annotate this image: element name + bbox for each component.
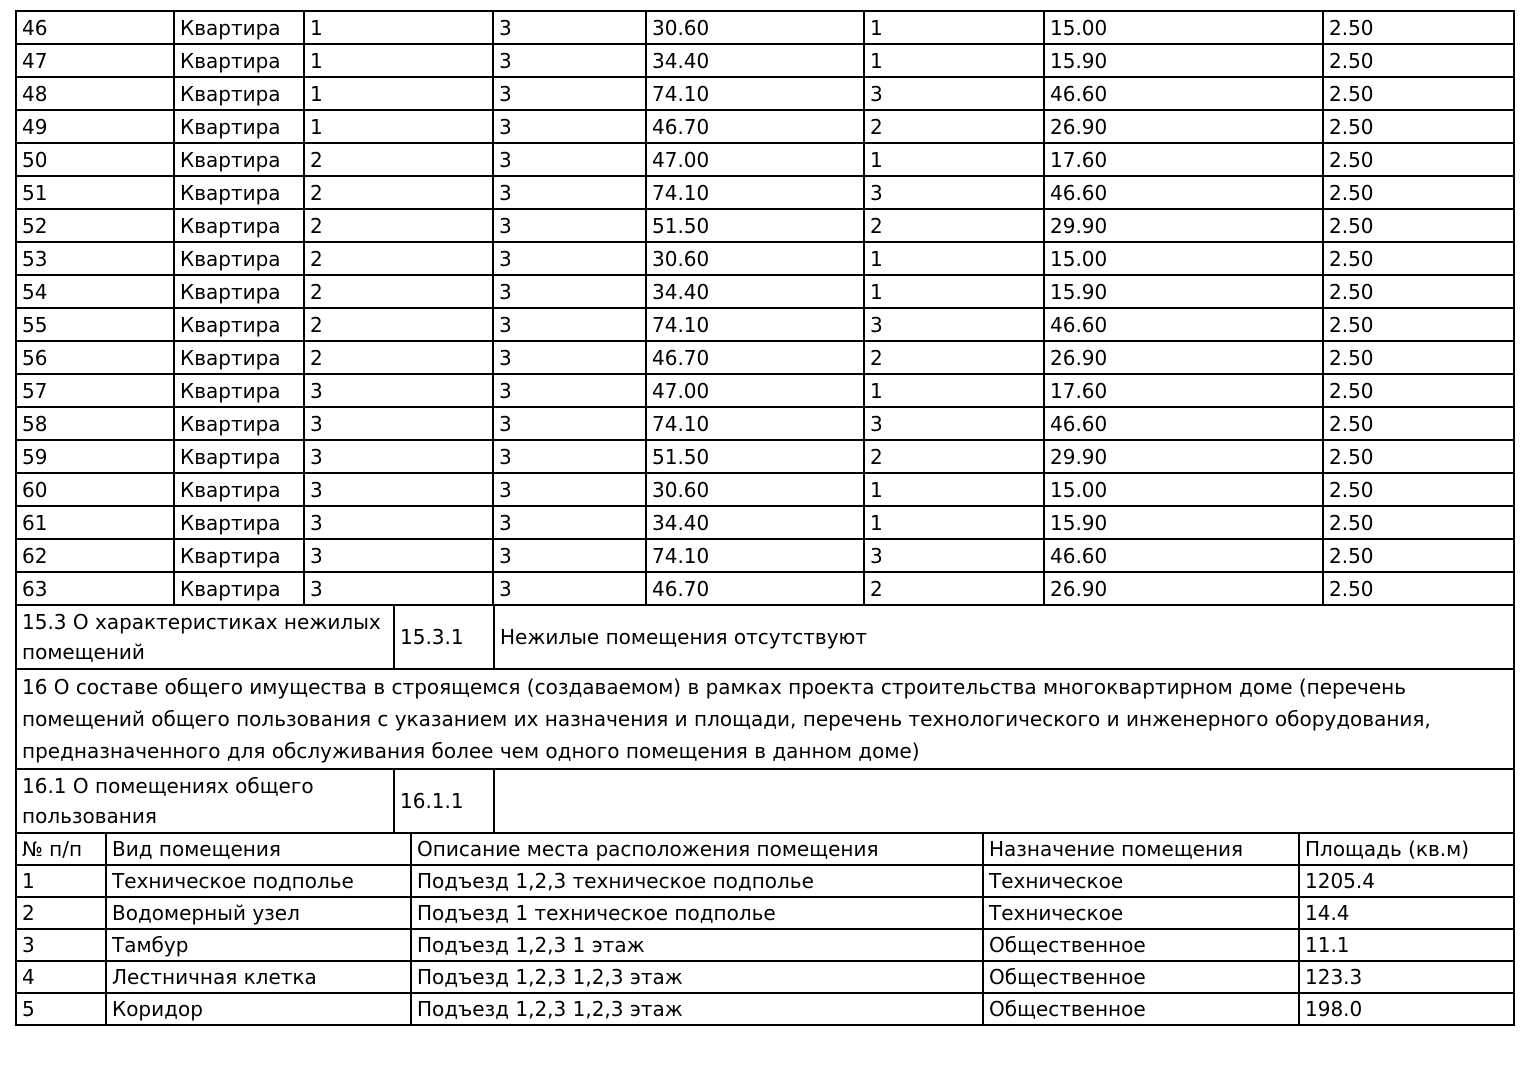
floor-number-cell: 3 bbox=[493, 176, 646, 209]
apartment-row bbox=[16, 407, 1514, 440]
room-kind-cell: Коридор bbox=[106, 993, 411, 1025]
room-kind-cell: Тамбур bbox=[106, 929, 411, 961]
entrance-number-cell: 2 bbox=[304, 341, 493, 374]
rooms-count-cell: 1 bbox=[864, 473, 1044, 506]
section-16-row bbox=[15, 668, 1515, 770]
room-type-cell: Квартира bbox=[174, 572, 304, 605]
ceiling-height-cell: 2.50 bbox=[1323, 539, 1514, 572]
common-rooms-header-row bbox=[16, 833, 1514, 865]
total-area-cell: 30.60 bbox=[646, 473, 864, 506]
section-15-3-code: 15.3.1 bbox=[394, 605, 494, 669]
floor-number-cell: 3 bbox=[493, 473, 646, 506]
room-type-cell: Квартира bbox=[174, 341, 304, 374]
entrance-number-cell: 2 bbox=[304, 209, 493, 242]
floor-number-cell: 3 bbox=[493, 77, 646, 110]
room-type-cell: Квартира bbox=[174, 11, 304, 44]
living-area-cell: 46.60 bbox=[1044, 176, 1323, 209]
floor-number-cell: 3 bbox=[493, 341, 646, 374]
ceiling-height-cell: 2.50 bbox=[1323, 44, 1514, 77]
living-area-cell: 17.60 bbox=[1044, 374, 1323, 407]
living-area-cell: 26.90 bbox=[1044, 572, 1323, 605]
living-area-cell: 26.90 bbox=[1044, 110, 1323, 143]
entrance-number-cell: 1 bbox=[304, 77, 493, 110]
room-type-cell: Квартира bbox=[174, 374, 304, 407]
apartment-row bbox=[16, 110, 1514, 143]
apartment-number-cell: 57 bbox=[16, 374, 174, 407]
room-type-cell: Квартира bbox=[174, 44, 304, 77]
total-area-cell: 46.70 bbox=[646, 341, 864, 374]
section-15-3-value: Нежилые помещения отсутствуют bbox=[494, 605, 1514, 669]
apartment-row bbox=[16, 143, 1514, 176]
room-purpose-cell: Техническое bbox=[983, 865, 1299, 897]
total-area-cell: 30.60 bbox=[646, 11, 864, 44]
room-purpose-cell: Техническое bbox=[983, 897, 1299, 929]
living-area-cell: 15.00 bbox=[1044, 473, 1323, 506]
apartment-number-cell: 62 bbox=[16, 539, 174, 572]
living-area-cell: 46.60 bbox=[1044, 407, 1323, 440]
apartment-number-cell: 54 bbox=[16, 275, 174, 308]
rooms-count-cell: 3 bbox=[864, 539, 1044, 572]
living-area-cell: 46.60 bbox=[1044, 308, 1323, 341]
apartment-row bbox=[16, 341, 1514, 374]
apartment-row bbox=[16, 209, 1514, 242]
total-area-cell: 51.50 bbox=[646, 209, 864, 242]
room-purpose-cell: Общественное bbox=[983, 993, 1299, 1025]
rooms-count-cell: 1 bbox=[864, 242, 1044, 275]
section-15-3-label: 15.3 О характеристиках нежилых помещений bbox=[16, 605, 394, 669]
floor-number-cell: 3 bbox=[493, 440, 646, 473]
living-area-cell: 15.90 bbox=[1044, 275, 1323, 308]
living-area-cell: 46.60 bbox=[1044, 539, 1323, 572]
floor-number-cell: 3 bbox=[493, 407, 646, 440]
rooms-count-cell: 3 bbox=[864, 308, 1044, 341]
living-area-cell: 15.00 bbox=[1044, 11, 1323, 44]
common-room-row bbox=[16, 993, 1514, 1025]
area-cell: 198.0 bbox=[1299, 993, 1514, 1025]
section-16-1 bbox=[16, 769, 1514, 833]
location-description-cell: Подъезд 1 техническое подполье bbox=[411, 897, 983, 929]
rooms-count-cell: 3 bbox=[864, 176, 1044, 209]
entrance-number-cell: 3 bbox=[304, 473, 493, 506]
floor-number-cell: 3 bbox=[493, 44, 646, 77]
apartment-row bbox=[16, 176, 1514, 209]
entrance-number-cell: 2 bbox=[304, 242, 493, 275]
apartment-number-cell: 58 bbox=[16, 407, 174, 440]
living-area-cell: 26.90 bbox=[1044, 341, 1323, 374]
total-area-cell: 74.10 bbox=[646, 539, 864, 572]
common-header-row-number: № п/п bbox=[16, 833, 106, 865]
apartment-number-cell: 50 bbox=[16, 143, 174, 176]
area-cell: 11.1 bbox=[1299, 929, 1514, 961]
section-16-1-row bbox=[15, 768, 1515, 834]
apartment-row bbox=[16, 11, 1514, 44]
apartment-number-cell: 47 bbox=[16, 44, 174, 77]
entrance-number-cell: 3 bbox=[304, 506, 493, 539]
rooms-count-cell: 2 bbox=[864, 440, 1044, 473]
total-area-cell: 74.10 bbox=[646, 176, 864, 209]
rooms-count-cell: 3 bbox=[864, 407, 1044, 440]
ceiling-height-cell: 2.50 bbox=[1323, 572, 1514, 605]
entrance-number-cell: 2 bbox=[304, 275, 493, 308]
ceiling-height-cell: 2.50 bbox=[1323, 407, 1514, 440]
location-description-cell: Подъезд 1,2,3 1,2,3 этаж bbox=[411, 993, 983, 1025]
floor-number-cell: 3 bbox=[493, 110, 646, 143]
common-rooms-table bbox=[15, 832, 1515, 1026]
section-16-1-label: 16.1 О помещениях общего пользования bbox=[16, 769, 394, 833]
section-16-text: 16 О составе общего имущества в строящемся (создаваемом) в рамках проекта строительства многоквартирном доме (перечень помещений общего пользования с указанием их назначения и площади, перечень технологического и инженерного оборудования, предназначенного для обслуживания более чем одного помещения в данном доме) bbox=[16, 669, 1514, 769]
row-number-cell: 2 bbox=[16, 897, 106, 929]
room-type-cell: Квартира bbox=[174, 407, 304, 440]
rooms-count-cell: 2 bbox=[864, 110, 1044, 143]
section-16-1-value bbox=[494, 769, 1514, 833]
rooms-count-cell: 3 bbox=[864, 77, 1044, 110]
room-type-cell: Квартира bbox=[174, 242, 304, 275]
ceiling-height-cell: 2.50 bbox=[1323, 341, 1514, 374]
total-area-cell: 47.00 bbox=[646, 143, 864, 176]
apartment-row bbox=[16, 77, 1514, 110]
apartment-number-cell: 52 bbox=[16, 209, 174, 242]
room-kind-cell: Водомерный узел bbox=[106, 897, 411, 929]
floor-number-cell: 3 bbox=[493, 308, 646, 341]
room-kind-cell: Лестничная клетка bbox=[106, 961, 411, 993]
floor-number-cell: 3 bbox=[493, 539, 646, 572]
area-cell: 14.4 bbox=[1299, 897, 1514, 929]
rooms-count-cell: 1 bbox=[864, 374, 1044, 407]
apartment-row bbox=[16, 242, 1514, 275]
apartment-number-cell: 60 bbox=[16, 473, 174, 506]
rooms-count-cell: 1 bbox=[864, 506, 1044, 539]
section-15-3 bbox=[16, 605, 1514, 669]
floor-number-cell: 3 bbox=[493, 506, 646, 539]
entrance-number-cell: 1 bbox=[304, 11, 493, 44]
rooms-count-cell: 2 bbox=[864, 572, 1044, 605]
rooms-count-cell: 2 bbox=[864, 341, 1044, 374]
entrance-number-cell: 3 bbox=[304, 572, 493, 605]
room-type-cell: Квартира bbox=[174, 275, 304, 308]
floor-number-cell: 3 bbox=[493, 275, 646, 308]
apartment-number-cell: 48 bbox=[16, 77, 174, 110]
entrance-number-cell: 2 bbox=[304, 143, 493, 176]
room-type-cell: Квартира bbox=[174, 539, 304, 572]
location-description-cell: Подъезд 1,2,3 техническое подполье bbox=[411, 865, 983, 897]
common-room-row bbox=[16, 897, 1514, 929]
total-area-cell: 34.40 bbox=[646, 506, 864, 539]
entrance-number-cell: 1 bbox=[304, 110, 493, 143]
room-type-cell: Квартира bbox=[174, 506, 304, 539]
room-purpose-cell: Общественное bbox=[983, 929, 1299, 961]
row-number-cell: 3 bbox=[16, 929, 106, 961]
ceiling-height-cell: 2.50 bbox=[1323, 308, 1514, 341]
living-area-cell: 15.90 bbox=[1044, 44, 1323, 77]
floor-number-cell: 3 bbox=[493, 143, 646, 176]
apartment-row bbox=[16, 506, 1514, 539]
apartment-number-cell: 53 bbox=[16, 242, 174, 275]
common-room-row bbox=[16, 929, 1514, 961]
rooms-count-cell: 1 bbox=[864, 11, 1044, 44]
apartment-row bbox=[16, 473, 1514, 506]
apartment-row bbox=[16, 275, 1514, 308]
entrance-number-cell: 3 bbox=[304, 374, 493, 407]
living-area-cell: 17.60 bbox=[1044, 143, 1323, 176]
apartment-number-cell: 59 bbox=[16, 440, 174, 473]
ceiling-height-cell: 2.50 bbox=[1323, 242, 1514, 275]
room-kind-cell: Техническое подполье bbox=[106, 865, 411, 897]
ceiling-height-cell: 2.50 bbox=[1323, 11, 1514, 44]
living-area-cell: 15.00 bbox=[1044, 242, 1323, 275]
area-cell: 1205.4 bbox=[1299, 865, 1514, 897]
room-type-cell: Квартира bbox=[174, 77, 304, 110]
location-description-cell: Подъезд 1,2,3 1,2,3 этаж bbox=[411, 961, 983, 993]
total-area-cell: 34.40 bbox=[646, 44, 864, 77]
floor-number-cell: 3 bbox=[493, 242, 646, 275]
apartment-number-cell: 51 bbox=[16, 176, 174, 209]
apartment-row bbox=[16, 44, 1514, 77]
ceiling-height-cell: 2.50 bbox=[1323, 374, 1514, 407]
apartment-number-cell: 56 bbox=[16, 341, 174, 374]
row-number-cell: 5 bbox=[16, 993, 106, 1025]
apartment-row bbox=[16, 572, 1514, 605]
ceiling-height-cell: 2.50 bbox=[1323, 110, 1514, 143]
floor-number-cell: 3 bbox=[493, 374, 646, 407]
ceiling-height-cell: 2.50 bbox=[1323, 209, 1514, 242]
ceiling-height-cell: 2.50 bbox=[1323, 473, 1514, 506]
apartment-row bbox=[16, 308, 1514, 341]
entrance-number-cell: 2 bbox=[304, 308, 493, 341]
total-area-cell: 34.40 bbox=[646, 275, 864, 308]
room-type-cell: Квартира bbox=[174, 176, 304, 209]
entrance-number-cell: 3 bbox=[304, 539, 493, 572]
ceiling-height-cell: 2.50 bbox=[1323, 143, 1514, 176]
total-area-cell: 74.10 bbox=[646, 77, 864, 110]
room-type-cell: Квартира bbox=[174, 473, 304, 506]
entrance-number-cell: 3 bbox=[304, 407, 493, 440]
row-number-cell: 1 bbox=[16, 865, 106, 897]
total-area-cell: 30.60 bbox=[646, 242, 864, 275]
room-type-cell: Квартира bbox=[174, 308, 304, 341]
apartment-row bbox=[16, 539, 1514, 572]
total-area-cell: 74.10 bbox=[646, 407, 864, 440]
common-room-row bbox=[16, 961, 1514, 993]
room-type-cell: Квартира bbox=[174, 440, 304, 473]
location-description-cell: Подъезд 1,2,3 1 этаж bbox=[411, 929, 983, 961]
living-area-cell: 29.90 bbox=[1044, 209, 1323, 242]
room-type-cell: Квартира bbox=[174, 143, 304, 176]
entrance-number-cell: 3 bbox=[304, 440, 493, 473]
common-room-row bbox=[16, 865, 1514, 897]
room-purpose-cell: Общественное bbox=[983, 961, 1299, 993]
entrance-number-cell: 1 bbox=[304, 44, 493, 77]
room-type-cell: Квартира bbox=[174, 110, 304, 143]
section-16 bbox=[16, 669, 1514, 769]
room-type-cell: Квартира bbox=[174, 209, 304, 242]
apartments-table bbox=[15, 10, 1515, 606]
total-area-cell: 51.50 bbox=[646, 440, 864, 473]
living-area-cell: 29.90 bbox=[1044, 440, 1323, 473]
apartment-number-cell: 46 bbox=[16, 11, 174, 44]
apartment-row bbox=[16, 374, 1514, 407]
ceiling-height-cell: 2.50 bbox=[1323, 77, 1514, 110]
floor-number-cell: 3 bbox=[493, 209, 646, 242]
common-header-room-purpose: Назначение помещения bbox=[983, 833, 1299, 865]
rooms-count-cell: 1 bbox=[864, 143, 1044, 176]
floor-number-cell: 3 bbox=[493, 572, 646, 605]
floor-number-cell: 3 bbox=[493, 11, 646, 44]
rooms-count-cell: 2 bbox=[864, 209, 1044, 242]
common-header-room-kind: Вид помещения bbox=[106, 833, 411, 865]
living-area-cell: 15.90 bbox=[1044, 506, 1323, 539]
ceiling-height-cell: 2.50 bbox=[1323, 275, 1514, 308]
ceiling-height-cell: 2.50 bbox=[1323, 440, 1514, 473]
total-area-cell: 74.10 bbox=[646, 308, 864, 341]
total-area-cell: 46.70 bbox=[646, 110, 864, 143]
total-area-cell: 46.70 bbox=[646, 572, 864, 605]
section-16-1-code: 16.1.1 bbox=[394, 769, 494, 833]
common-header-area: Площадь (кв.м) bbox=[1299, 833, 1514, 865]
ceiling-height-cell: 2.50 bbox=[1323, 506, 1514, 539]
section-15-3-row bbox=[15, 604, 1515, 670]
total-area-cell: 47.00 bbox=[646, 374, 864, 407]
apartment-row bbox=[16, 440, 1514, 473]
common-header-location-description: Описание места расположения помещения bbox=[411, 833, 983, 865]
ceiling-height-cell: 2.50 bbox=[1323, 176, 1514, 209]
rooms-count-cell: 1 bbox=[864, 275, 1044, 308]
apartment-number-cell: 49 bbox=[16, 110, 174, 143]
rooms-count-cell: 1 bbox=[864, 44, 1044, 77]
living-area-cell: 46.60 bbox=[1044, 77, 1323, 110]
entrance-number-cell: 2 bbox=[304, 176, 493, 209]
area-cell: 123.3 bbox=[1299, 961, 1514, 993]
apartment-number-cell: 61 bbox=[16, 506, 174, 539]
apartment-number-cell: 55 bbox=[16, 308, 174, 341]
apartment-number-cell: 63 bbox=[16, 572, 174, 605]
row-number-cell: 4 bbox=[16, 961, 106, 993]
